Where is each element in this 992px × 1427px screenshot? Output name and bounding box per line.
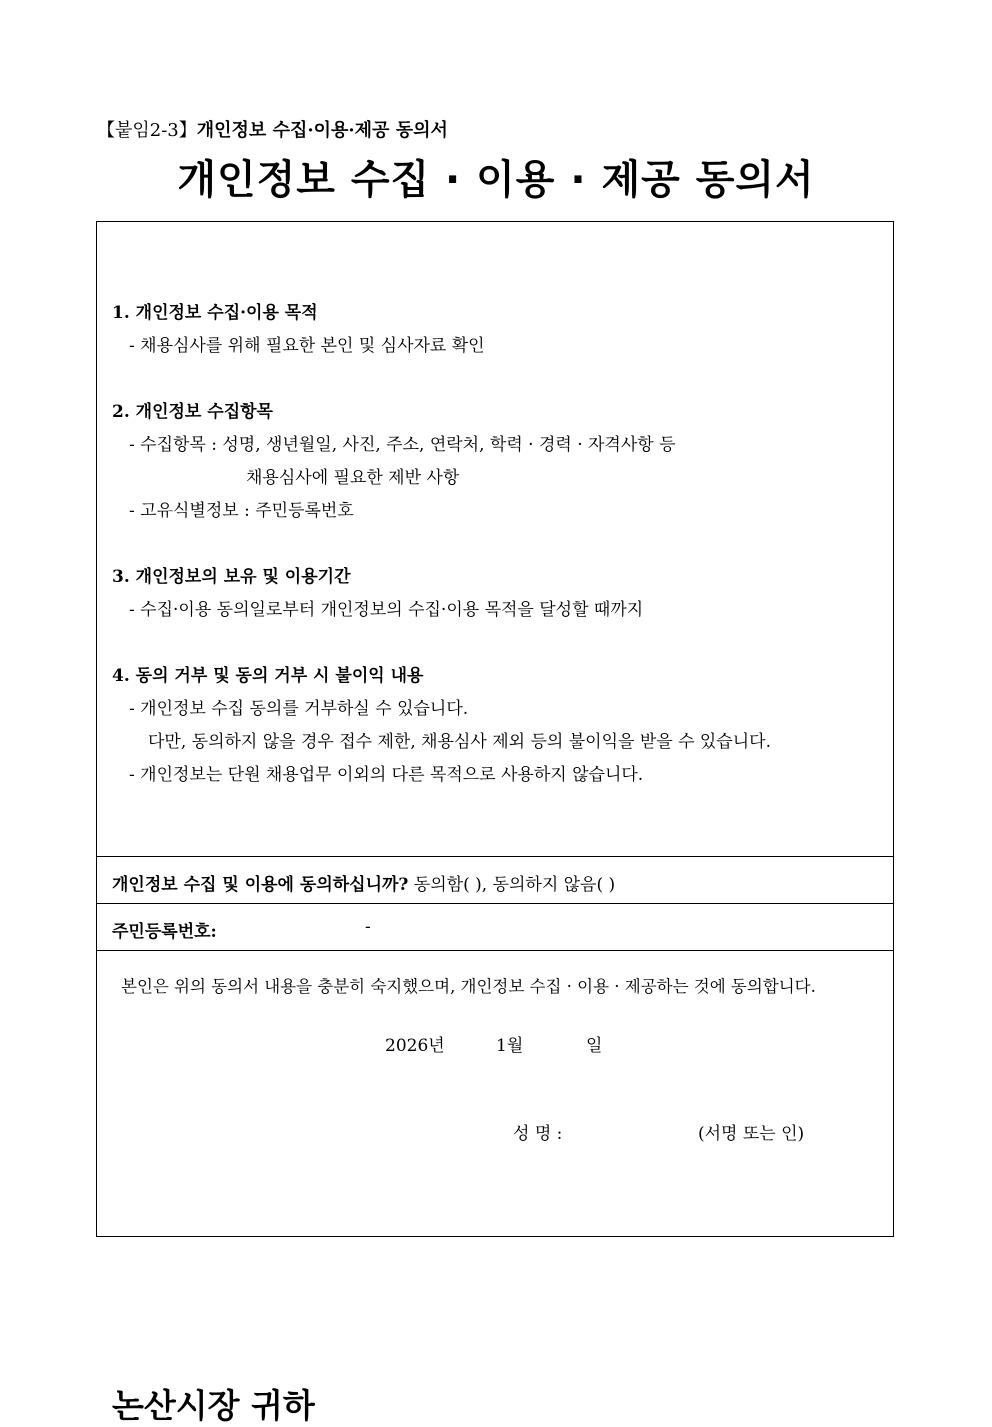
date-month[interactable]: 1월 [496,1036,524,1056]
section-2-line-3: - 고유식별정보 : 주민등록번호 [129,501,354,521]
section-2-line-1: - 수집항목 : 성명, 생년월일, 사진, 주소, 연락처, 학력 · 경력 · 자격사항 등 [129,435,676,455]
section-4-line-2: 다만, 동의하지 않을 경우 접수 제한, 채용심사 제외 등의 불이익을 받을 수 있습니다. [148,732,771,752]
closing-addressee: 논산시장 귀하 [112,1386,315,1425]
declaration-top-divider [97,950,893,951]
rrn-label: 주민등록번호: [112,922,217,942]
declaration-text: 본인은 위의 동의서 내용을 충분히 숙지했으며, 개인정보 수집 · 이용 · 제공하는 것에 동의합니다. [121,977,816,996]
date-year[interactable]: 2026년 [385,1036,445,1056]
attachment-label [97,116,448,142]
section-3-heading: 3. 개인정보의 보유 및 이용기간 [112,567,351,587]
date-day[interactable]: 일 [586,1036,603,1056]
signature-label: 성 명 : [513,1124,563,1144]
section-2-heading: 2. 개인정보 수집항목 [112,402,273,422]
agree-checkbox[interactable]: 동의함( ), [413,875,488,895]
section-4-heading: 4. 동의 거부 및 동의 거부 시 불이익 내용 [112,666,424,686]
section-1-heading: 1. 개인정보 수집·이용 목적 [112,303,318,323]
attachment-tag: 【붙임2-3】 [97,120,197,141]
attachment-title: 개인정보 수집·이용·제공 동의서 [196,120,448,141]
consent-question: 개인정보 수집 및 이용에 동의하십니까? [112,875,409,895]
section-2-line-2: 채용심사에 필요한 제반 사항 [246,468,460,488]
rrn-input[interactable]: - [365,917,371,937]
signature-field[interactable]: (서명 또는 인) [698,1124,805,1144]
section-4-line-3: - 개인정보는 단원 채용업무 이외의 다른 목적으로 사용하지 않습니다. [129,765,644,785]
rrn-row-top-divider [97,903,893,904]
consent-form-frame [96,221,894,1425]
consent-row [112,870,615,895]
section-1-line-1: - 채용심사를 위해 필요한 본인 및 심사자료 확인 [129,336,485,356]
section-3-line-1: - 수집·이용 동의일로부터 개인정보의 수집·이용 목적을 달성할 때까지 [129,600,644,620]
consent-row-top-divider [97,856,893,857]
disagree-checkbox[interactable]: 동의하지 않음( ) [492,875,616,895]
document-title: 개인정보 수집 · 이용 · 제공 동의서 [177,157,815,203]
section-4-line-1: - 개인정보 수집 동의를 거부하실 수 있습니다. [129,699,469,719]
